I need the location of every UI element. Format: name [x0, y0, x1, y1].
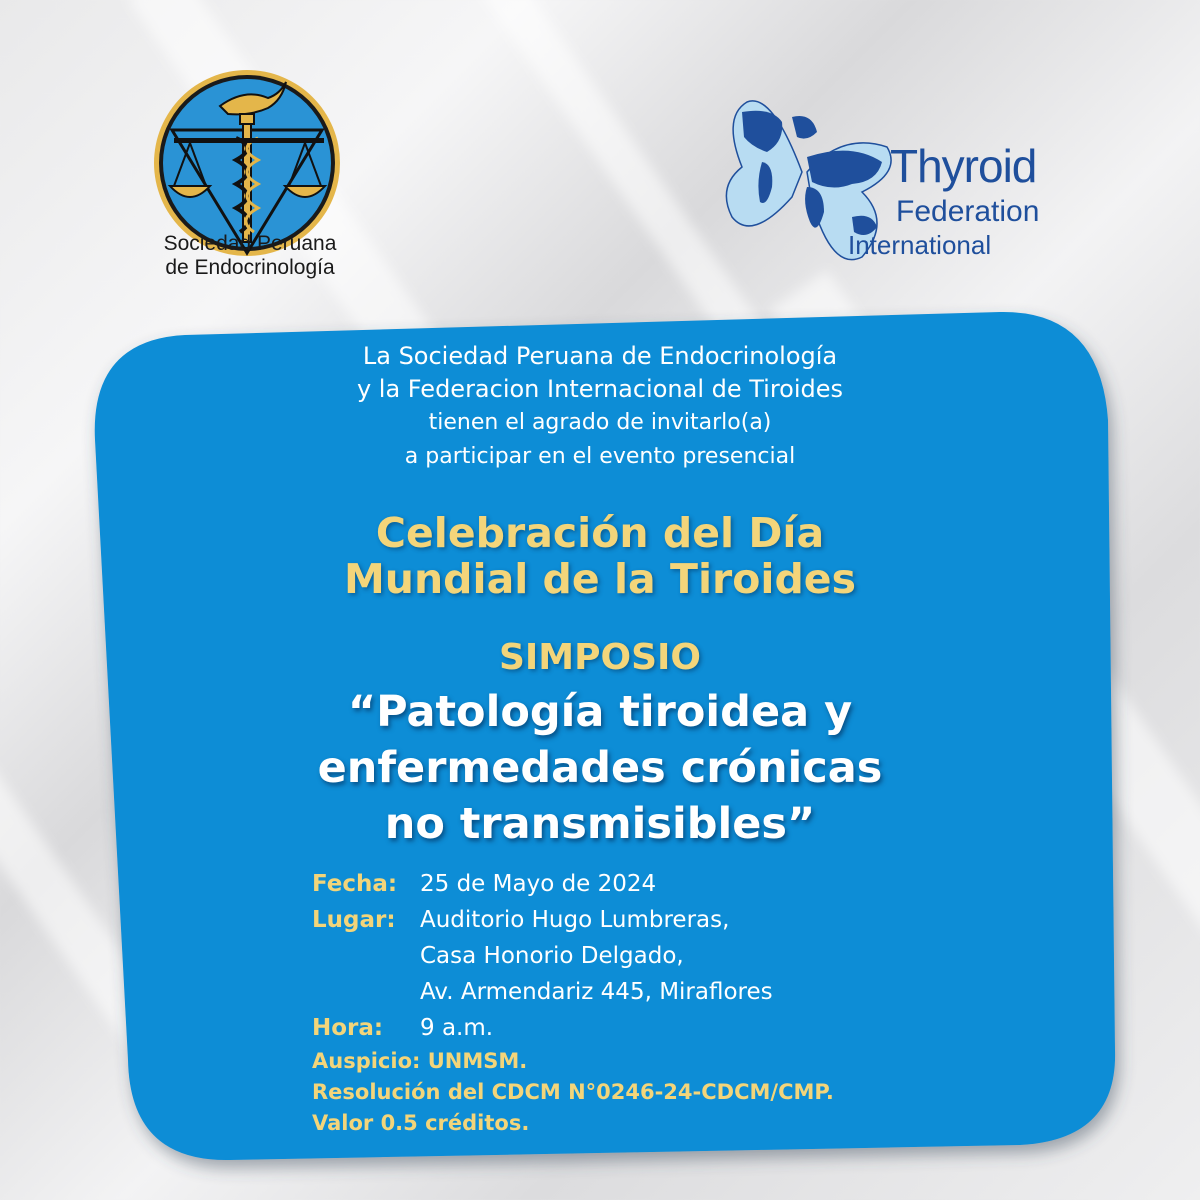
hora-value: 9 a.m.: [420, 1015, 494, 1041]
lugar-line1: Auditorio Hugo Lumbreras,: [420, 907, 730, 933]
symposium-topic: [180, 684, 1020, 852]
hora-label: Hora:: [312, 1015, 384, 1041]
spe-caption-line1: Sociedad Peruana: [163, 232, 337, 255]
simposio-heading: SIMPOSIO: [498, 637, 702, 678]
hora-row: [312, 1010, 992, 1046]
fecha-value: 25 de Mayo de 2024: [420, 871, 657, 897]
fecha-row: [312, 866, 992, 902]
fecha-label: Fecha:: [312, 871, 398, 897]
tfi-logo-subtitle2: International: [848, 230, 992, 260]
lugar-row-2: [312, 938, 992, 974]
event-details: [312, 866, 992, 1139]
topic-line1: “Patología tiroidea y: [347, 687, 853, 737]
tfi-logo-title: Thyroid: [890, 140, 1037, 192]
invitation-line1: La Sociedad Peruana de Endocrinología: [362, 342, 838, 370]
lugar-row: [312, 902, 992, 938]
lugar-line2: Casa Honorio Delgado,: [420, 943, 684, 969]
lugar-row-3: [312, 974, 992, 1010]
topic-line2: enfermedades crónicas: [317, 743, 883, 793]
lugar-line3: Av. Armendariz 445, Miraflores: [420, 979, 773, 1005]
invitation-line2: y la Federacion Internacional de Tiroides: [356, 375, 844, 403]
invitation-line4: a participar en el evento presencial: [404, 444, 796, 469]
event-title-line2: Mundial de la Tiroides: [343, 555, 857, 603]
topic-line3: no transmisibles”: [384, 799, 816, 849]
event-title: [200, 510, 1000, 602]
lugar-label: Lugar:: [312, 907, 396, 933]
event-title-line1: Celebración del Día: [375, 509, 825, 557]
valor-line: Valor 0.5 créditos.: [312, 1111, 530, 1135]
invitation-line3: tienen el agrado de invitarlo(a): [428, 410, 772, 435]
invitation-text: [200, 340, 1000, 474]
resolucion-line: Resolución del CDCM N°0246-24-CDCM/CMP.: [312, 1080, 834, 1104]
tfi-logo-subtitle1: Federation: [896, 195, 1040, 228]
spe-caption-line2: de Endocrinología: [165, 256, 335, 279]
auspicio-line: Auspicio: UNMSM.: [312, 1049, 528, 1073]
